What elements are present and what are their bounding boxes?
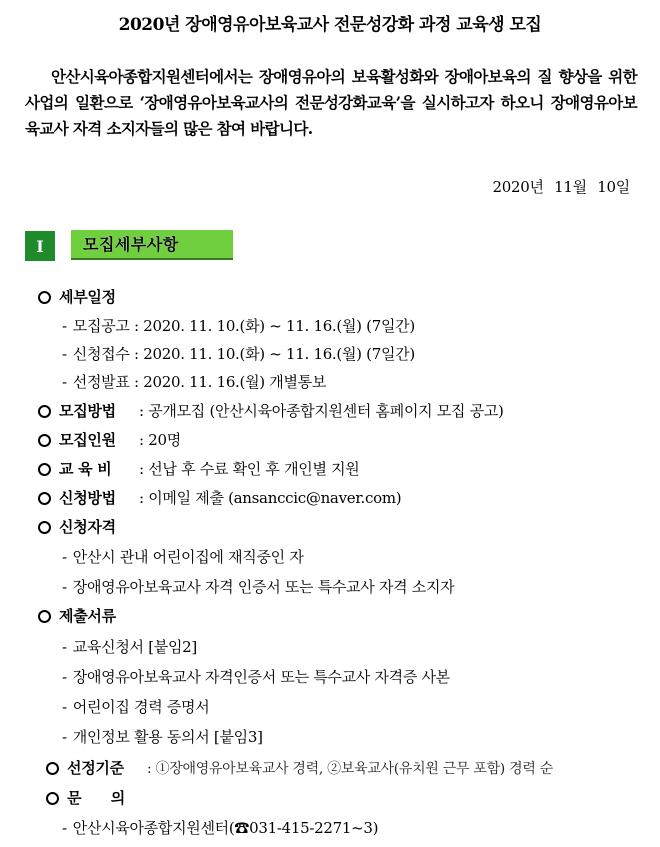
list-item: - 안산시 관내 어린이집에 재직중인 자 xyxy=(62,548,304,566)
item-documents xyxy=(38,605,116,626)
item-label: 모집방법 xyxy=(59,402,116,420)
item-apply xyxy=(38,487,401,508)
entry-label: 선정발표 xyxy=(72,373,130,391)
list-item: - 안산시육아종합지원센터(☎031-415-2271~3) xyxy=(62,819,379,837)
entry-text: 교육신청서 [붙임2] xyxy=(72,638,197,656)
entry-value: : 2020. 11. 10.(화) ~ 11. 16.(월) (7일간) xyxy=(134,317,415,335)
section-title: 모집세부사항 xyxy=(71,230,233,260)
entry-text: 안산시 관내 어린이집에 재직중인 자 xyxy=(72,548,304,566)
list-item: - 어린이집 경력 증명서 xyxy=(62,698,210,716)
circle-bullet-icon xyxy=(38,291,51,304)
item-label: 신청자격 xyxy=(59,518,116,536)
entry-label: 신청접수 xyxy=(72,345,130,363)
circle-bullet-icon xyxy=(38,434,51,447)
item-qualification xyxy=(38,516,116,537)
document-date: 2020년 11월 10일 xyxy=(492,178,630,196)
circle-bullet-icon xyxy=(38,492,51,505)
entry-text: 장애영유아보육교사 자격인증서 또는 특수교사 자격증 사본 xyxy=(72,668,450,686)
item-schedule xyxy=(38,286,116,307)
circle-bullet-icon xyxy=(46,762,59,775)
item-label: 세부일정 xyxy=(59,288,116,306)
document-title: 2020년 장애영유아보육교사 전문성강화 과정 교육생 모집 xyxy=(118,15,542,35)
item-label: 선정기준 xyxy=(67,759,124,777)
list-item: - 장애영유아보육교사 자격인증서 또는 특수교사 자격증 사본 xyxy=(62,668,450,686)
circle-bullet-icon xyxy=(38,610,51,623)
list-item: - 개인정보 활용 동의서 [붙임3] xyxy=(62,728,263,746)
entry-label: 모집공고 xyxy=(72,317,130,335)
item-label: 교 육 비 xyxy=(59,460,112,478)
item-contact xyxy=(46,787,125,808)
list-item: - 모집공고 : 2020. 11. 10.(화) ~ 11. 16.(월) (7일간) xyxy=(62,317,415,335)
circle-bullet-icon xyxy=(46,792,59,805)
entry-text: 개인정보 활용 동의서 [붙임3] xyxy=(72,728,263,746)
entry-text: 장애영유아보육교사 자격 인증서 또는 특수교사 자격 소지자 xyxy=(72,578,455,596)
item-value: : 20명 xyxy=(139,431,181,449)
list-item: - 신청접수 : 2020. 11. 10.(화) ~ 11. 16.(월) (7일간) xyxy=(62,345,415,363)
item-criteria xyxy=(46,757,553,778)
list-item: - 교육신청서 [붙임2] xyxy=(62,638,197,656)
entry-value: : 2020. 11. 10.(화) ~ 11. 16.(월) (7일간) xyxy=(134,345,415,363)
item-value: : 공개모집 (안산시육아종합지원센터 홈페이지 모집 공고) xyxy=(139,402,504,420)
item-value: : 이메일 제출 (ansanccic@naver.com) xyxy=(139,489,402,507)
entry-text: 어린이집 경력 증명서 xyxy=(72,698,210,716)
item-label: 모집인원 xyxy=(59,431,116,449)
list-item: - 장애영유아보육교사 자격 인증서 또는 특수교사 자격 소지자 xyxy=(62,578,455,596)
item-fee xyxy=(38,458,360,479)
item-value: : ①장애영유아보육교사 경력, ②보육교사(유치원 근무 포함) 경력 순 xyxy=(147,761,553,777)
item-label: 문 의 xyxy=(67,789,125,807)
item-count xyxy=(38,429,181,450)
intro-paragraph: 안산시육아종합지원센터에서는 장애영유아의 보육활성화와 장애아보육의 질 향상을 위한 사업의 일환으로 ‘장애영유아보육교사의 전문성강화교육’을 실시하고자 하오니 장애영유아보육교사 자격 소지자들의 많은 참여 바랍니다. xyxy=(25,67,637,138)
item-value: : 선납 후 수료 확인 후 개인별 지원 xyxy=(139,460,360,478)
list-item: - 선정발표 : 2020. 11. 16.(월) 개별통보 xyxy=(62,373,327,391)
circle-bullet-icon xyxy=(38,521,51,534)
item-label: 신청방법 xyxy=(59,489,116,507)
item-label: 제출서류 xyxy=(59,607,116,625)
section-number: I xyxy=(25,231,55,261)
entry-text: 안산시육아종합지원센터(☎031-415-2271~3) xyxy=(72,819,379,837)
circle-bullet-icon xyxy=(38,405,51,418)
item-method xyxy=(38,400,504,421)
entry-value: : 2020. 11. 16.(월) 개별통보 xyxy=(134,373,327,391)
circle-bullet-icon xyxy=(38,463,51,476)
